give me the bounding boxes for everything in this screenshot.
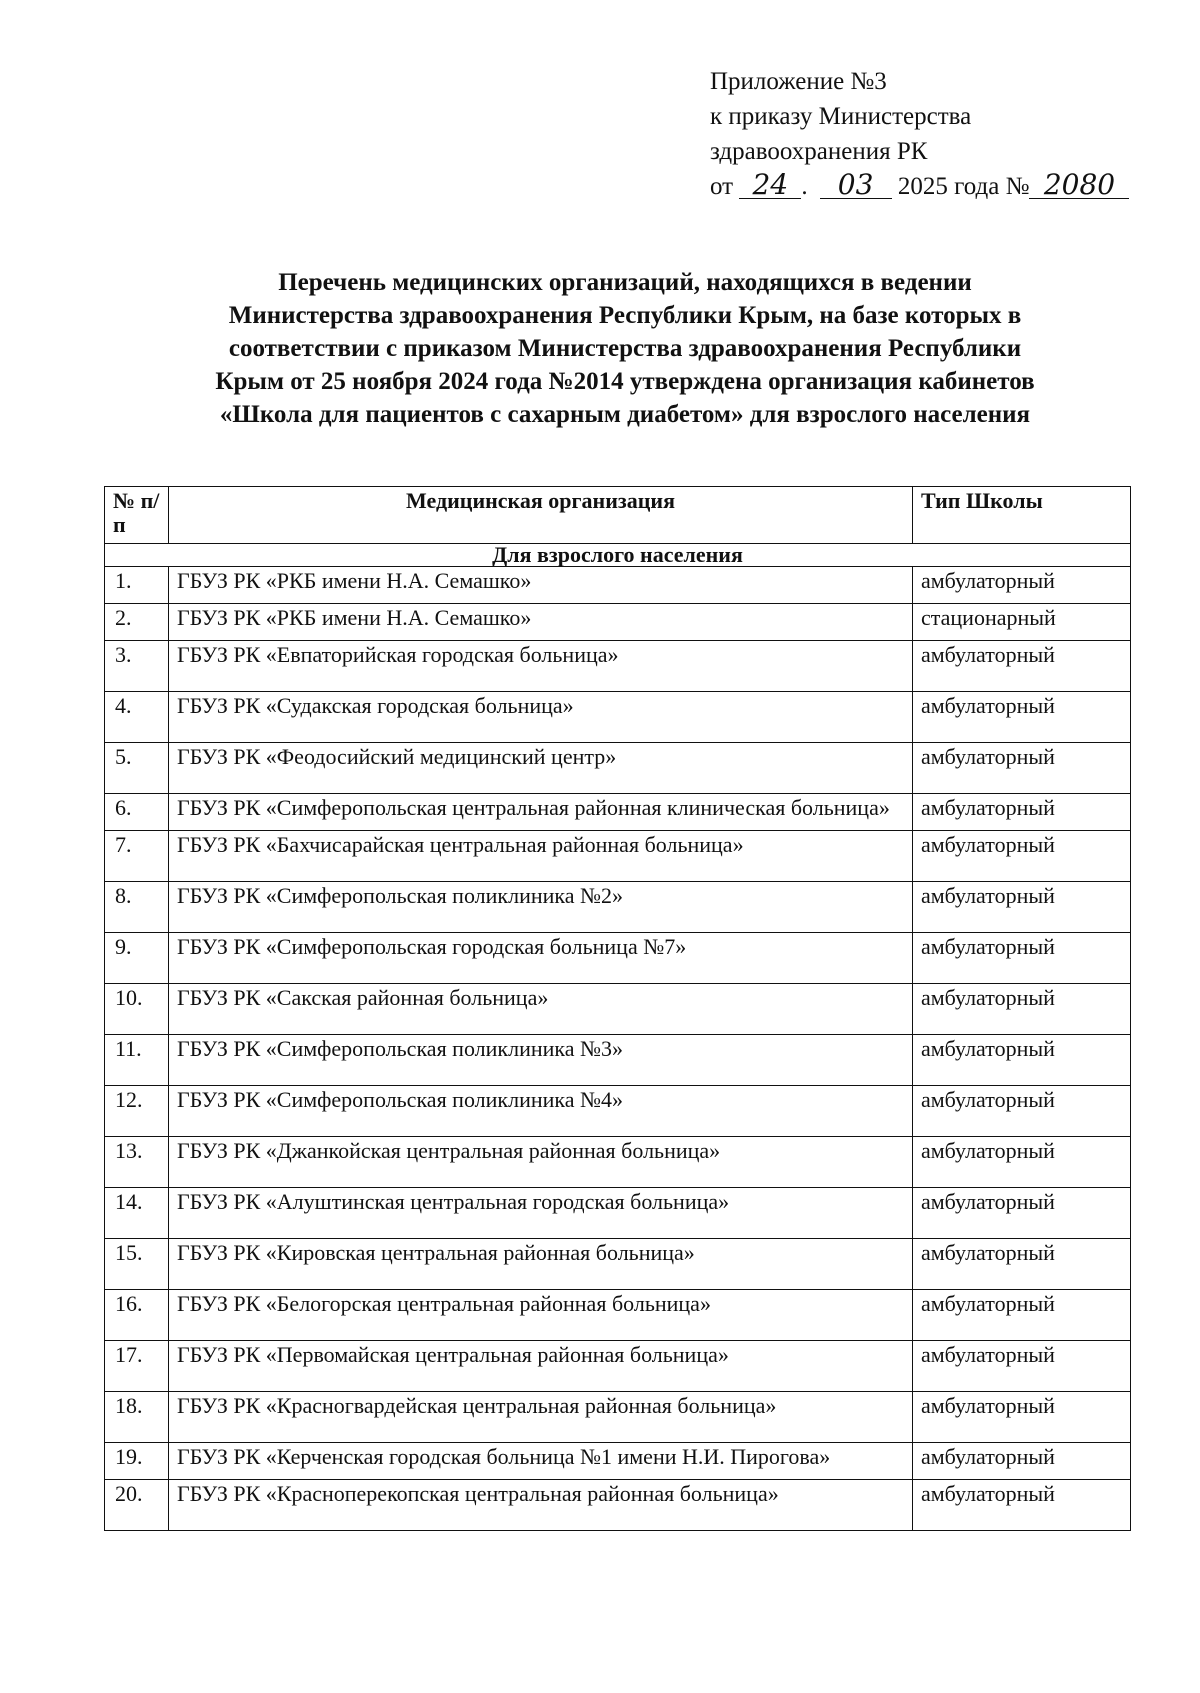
table-header-row — [105, 487, 1131, 544]
table-row — [105, 692, 1131, 743]
school-type-cell: амбулаторный — [913, 984, 1131, 1035]
annex-line-1: Приложение №3 — [710, 68, 887, 95]
school-type-cell: стационарный — [913, 604, 1131, 641]
handwritten-day: 24 — [739, 172, 801, 199]
row-number: 2. — [105, 604, 169, 641]
title-line-3: соответствии с приказом Министерства здравоохранения Республики — [228, 335, 1022, 362]
organization-cell: ГБУЗ РК «Сакская районная больница» — [169, 984, 913, 1035]
table-row — [105, 1137, 1131, 1188]
section-row — [105, 544, 1131, 567]
school-type-cell: амбулаторный — [913, 1188, 1131, 1239]
row-number: 5. — [105, 743, 169, 794]
organizations-table-wrapper — [104, 486, 1130, 1531]
school-type-cell: амбулаторный — [913, 1443, 1131, 1480]
row-number: 3. — [105, 641, 169, 692]
school-type-cell: амбулаторный — [913, 1290, 1131, 1341]
row-number: 12. — [105, 1086, 169, 1137]
organization-cell: ГБУЗ РК «Красноперекопская центральная районная больница» — [169, 1480, 913, 1531]
row-number: 15. — [105, 1239, 169, 1290]
organization-cell: ГБУЗ РК «Симферопольская поликлиника №4» — [169, 1086, 913, 1137]
table-row — [105, 1443, 1131, 1480]
organization-cell: ГБУЗ РК «РКБ имени Н.А. Семашко» — [169, 567, 913, 604]
school-type-cell: амбулаторный — [913, 1035, 1131, 1086]
title-line-4: Крым от 25 ноября 2024 года №2014 утверждена организация кабинетов — [215, 368, 1035, 395]
organization-cell: ГБУЗ РК «Феодосийский медицинский центр» — [169, 743, 913, 794]
row-number: 6. — [105, 794, 169, 831]
row-number: 9. — [105, 933, 169, 984]
section-label: Для взрослого населения — [105, 544, 1131, 567]
school-type-cell: амбулаторный — [913, 743, 1131, 794]
table-row — [105, 1035, 1131, 1086]
table-row — [105, 1290, 1131, 1341]
school-type-cell: амбулаторный — [913, 567, 1131, 604]
table-row — [105, 933, 1131, 984]
title-line-2: Министерства здравоохранения Республики Крым, на базе которых в — [228, 302, 1022, 329]
organization-cell: ГБУЗ РК «Симферопольская центральная районная клиническая больница» — [169, 794, 913, 831]
table-row — [105, 1392, 1131, 1443]
row-number: 19. — [105, 1443, 169, 1480]
organization-cell: ГБУЗ РК «РКБ имени Н.А. Семашко» — [169, 604, 913, 641]
handwritten-month: 03 — [820, 172, 892, 199]
table-row — [105, 1480, 1131, 1531]
year-text: 2025 года № — [897, 173, 1030, 200]
row-number: 14. — [105, 1188, 169, 1239]
annex-line-2: к приказу Министерства — [710, 103, 972, 130]
school-type-cell: амбулаторный — [913, 1480, 1131, 1531]
document-title — [130, 266, 1120, 431]
organization-cell: ГБУЗ РК «Кировская центральная районная больница» — [169, 1239, 913, 1290]
annex-line-3: здравоохранения РК — [710, 138, 928, 165]
table-row — [105, 1086, 1131, 1137]
school-type-cell: амбулаторный — [913, 794, 1131, 831]
organization-cell: ГБУЗ РК «Красногвардейская центральная районная больница» — [169, 1392, 913, 1443]
row-number: 10. — [105, 984, 169, 1035]
row-number: 13. — [105, 1137, 169, 1188]
school-type-cell: амбулаторный — [913, 1392, 1131, 1443]
school-type-cell: амбулаторный — [913, 1137, 1131, 1188]
row-number: 16. — [105, 1290, 169, 1341]
school-type-cell: амбулаторный — [913, 641, 1131, 692]
table-row — [105, 1341, 1131, 1392]
table-row — [105, 641, 1131, 692]
table-row — [105, 794, 1131, 831]
school-type-cell: амбулаторный — [913, 1341, 1131, 1392]
annex-date-line — [710, 169, 1129, 204]
date-separator: . — [801, 173, 808, 200]
school-type-cell: амбулаторный — [913, 933, 1131, 984]
organization-cell: ГБУЗ РК «Симферопольская поликлиника №2» — [169, 882, 913, 933]
organization-cell: ГБУЗ РК «Евпаторийская городская больница» — [169, 641, 913, 692]
row-number: 7. — [105, 831, 169, 882]
from-label: от — [710, 173, 734, 200]
organization-cell: ГБУЗ РК «Алуштинская центральная городская больница» — [169, 1188, 913, 1239]
table-row — [105, 567, 1131, 604]
organization-cell: ГБУЗ РК «Судакская городская больница» — [169, 692, 913, 743]
column-header-organization: Медицинская организация — [169, 487, 913, 544]
organization-cell: ГБУЗ РК «Первомайская центральная районная больница» — [169, 1341, 913, 1392]
row-number: 17. — [105, 1341, 169, 1392]
table-row — [105, 1188, 1131, 1239]
row-number: 18. — [105, 1392, 169, 1443]
title-line-5: «Школа для пациентов с сахарным диабетом» для взрослого населения — [219, 401, 1031, 428]
annex-header — [710, 64, 1129, 204]
school-type-cell: амбулаторный — [913, 692, 1131, 743]
row-number: 1. — [105, 567, 169, 604]
table-row — [105, 1239, 1131, 1290]
organization-cell: ГБУЗ РК «Джанкойская центральная районная больница» — [169, 1137, 913, 1188]
table-row — [105, 604, 1131, 641]
table-row — [105, 743, 1131, 794]
row-number: 20. — [105, 1480, 169, 1531]
row-number: 8. — [105, 882, 169, 933]
handwritten-order-number: 2080 — [1029, 172, 1129, 199]
school-type-cell: амбулаторный — [913, 1239, 1131, 1290]
organization-cell: ГБУЗ РК «Симферопольская поликлиника №3» — [169, 1035, 913, 1086]
title-line-1: Перечень медицинских организаций, находящихся в ведении — [278, 269, 972, 296]
organizations-table — [104, 486, 1131, 1531]
table-row — [105, 831, 1131, 882]
organization-cell: ГБУЗ РК «Симферопольская городская больница №7» — [169, 933, 913, 984]
column-header-number: № п/п — [105, 487, 169, 544]
organization-cell: ГБУЗ РК «Белогорская центральная районная больница» — [169, 1290, 913, 1341]
organization-cell: ГБУЗ РК «Бахчисарайская центральная районная больница» — [169, 831, 913, 882]
school-type-cell: амбулаторный — [913, 1086, 1131, 1137]
school-type-cell: амбулаторный — [913, 882, 1131, 933]
row-number: 11. — [105, 1035, 169, 1086]
table-row — [105, 882, 1131, 933]
table-row — [105, 984, 1131, 1035]
organization-cell: ГБУЗ РК «Керченская городская больница №1 имени Н.И. Пирогова» — [169, 1443, 913, 1480]
row-number: 4. — [105, 692, 169, 743]
school-type-cell: амбулаторный — [913, 831, 1131, 882]
column-header-school-type: Тип Школы — [913, 487, 1131, 544]
